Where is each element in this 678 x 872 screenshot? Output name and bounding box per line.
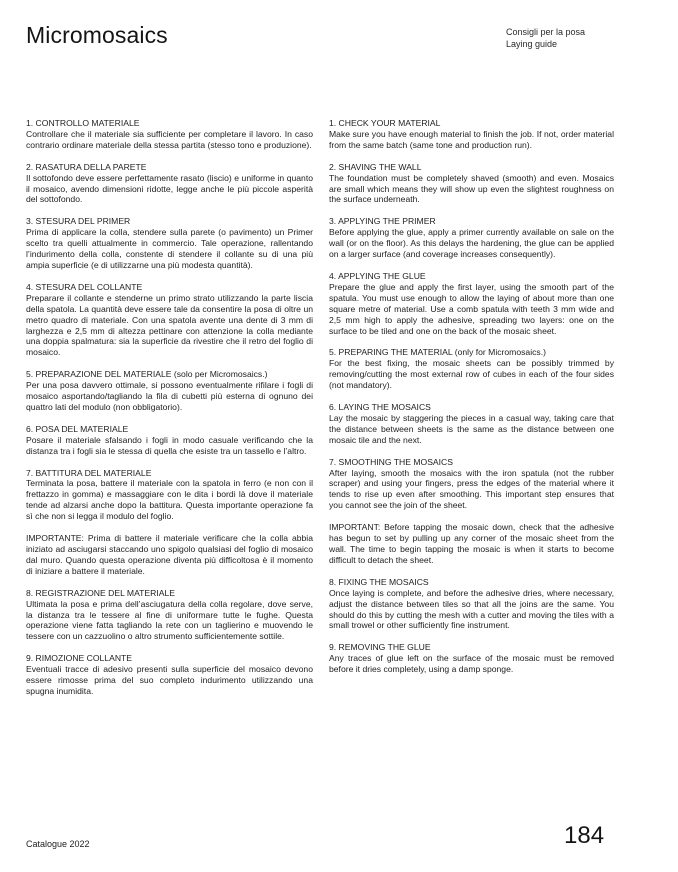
section-it-important: [26, 533, 313, 577]
section-body: The foundation must be completely shaved (smooth) and even. Mosaics are small which means they will show up even the slightest roughness on the surface underneath.: [329, 172, 614, 205]
section-heading: 1. CONTROLLO MATERIALE: [26, 118, 140, 128]
section-body: Posare il materiale sfalsando i fogli in modo casuale verificando che la distanza tra i fogli sia le stessa di quella che esiste tra un tassello e l’altro.: [26, 434, 313, 456]
section-it-3: [26, 216, 313, 271]
section-body: Lay the mosaic by staggering the pieces in a casual way, taking care that the distance between sheets is the same as the distance between one mosaic tile and the next.: [329, 412, 614, 445]
section-it-4: [26, 282, 313, 358]
section-it-8: [26, 588, 313, 643]
section-body: Eventuali tracce di adesivo presenti sulla superficie del mosaico devono essere rimosse prima del suo completo indurimento utilizzando una spugna inumidita.: [26, 664, 313, 696]
section-body: Per una posa davvero ottimale, si possono eventualmente rifilare i fogli di mosaico asportando/tagliando la fila di cubetti più esterna di ognuno dei quattro lati del modulo (non obbligatorio).: [26, 380, 313, 412]
section-heading: 7. BATTITURA DEL MATERIALE: [26, 467, 152, 478]
section-en-8: [329, 577, 614, 632]
section-en-3: [329, 216, 614, 260]
section-body: Any traces of glue left on the surface of the mosaic must be removed before it dries completely, using a damp sponge.: [329, 653, 614, 675]
section-heading: 4. STESURA DEL COLLANTE: [26, 281, 143, 292]
section-heading: 6. LAYING THE MOSAICS: [329, 402, 431, 413]
section-body: Make sure you have enough material to finish the job. If not, order material from the same batch (same tone and production run).: [329, 128, 614, 150]
important-note: IMPORTANT: Before tapping the mosaic down, check that the adhesive has begun to set by pulling up any corner of the mosaic sheet from the wall. The time to begin tapping the mosaic is when it starts to become difficult to detach the sheet.: [329, 522, 614, 565]
section-body: Ultimata la posa e prima dell’asciugatura della colla regolare, dove serve, la distanza tra le tessere al fine di uniformare tutte le fughe. Questa operazione viene fatta tagliando la rete con un taglierino e muovendo le tessere con un cazzuolino o altro strumento sufficientemente sottile.: [26, 598, 313, 642]
section-heading: 2. SHAVING THE WALL: [329, 161, 422, 172]
section-en-6: [329, 402, 614, 446]
section-heading: 4. APPLYING THE GLUE: [329, 270, 426, 281]
section-en-4: [329, 271, 614, 336]
section-body: Controllare che il materiale sia sufficiente per completare il lavoro. In caso contrario ordinare materiale della stessa partita (stesso tono e produzione).: [26, 128, 313, 150]
section-body: Once laying is complete, and before the adhesive dries, where necessary, adjust the distance between tiles so that all the joins are the same. You should do this by cutting the mesh with a cutter and moving the tiles with a small trowel or other sufficiently fine instrument.: [329, 587, 614, 631]
section-body: After laying, smooth the mosaics with the iron spatula (not the rubber scraper) and using your fingers, press the edges of the material where it tends to rise up even after smoothing. This important step ensures that you cannot see the join of the sheet.: [329, 467, 614, 511]
section-body: Prima di applicare la colla, stendere sulla parete (o pavimento) un Primer scelto tra quelli attualmente in commercio. Tale operazione, rallentando l’indurimento della colla, constente di stendere il collante su di una più ampia superficie (e di utilizzarne una più modesta quantità).: [26, 227, 313, 270]
section-it-9: [26, 653, 313, 697]
section-en-2: [329, 162, 614, 206]
section-heading: 8. REGISTRAZIONE DEL MATERIALE: [26, 587, 175, 598]
page-number: 184: [564, 822, 605, 849]
section-heading: 7. SMOOTHING THE MOSAICS: [329, 456, 453, 467]
subtitle-italian: Consigli per la posa: [506, 27, 586, 37]
section-en-5: [329, 347, 614, 391]
section-it-1: [26, 118, 313, 151]
header-subtitle: [506, 26, 585, 50]
section-en-important: [329, 522, 614, 566]
page-title: Micromosaics: [26, 22, 168, 48]
section-heading: 2. RASATURA DELLA PARETE: [26, 161, 147, 172]
section-heading: 9. RIMOZIONE COLLANTE: [26, 653, 133, 664]
section-it-2: [26, 162, 313, 206]
section-heading: 8. FIXING THE MOSAICS: [329, 576, 429, 587]
section-heading: 3. STESURA DEL PRIMER: [26, 216, 131, 227]
section-heading: 5. PREPARAZIONE DEL MATERIALE (solo per Micromosaics.): [26, 369, 268, 380]
section-en-7: [329, 457, 614, 512]
italian-column: [26, 118, 313, 708]
section-heading: 1. CHECK YOUR MATERIAL: [329, 118, 441, 128]
catalogue-label: Catalogue 2022: [26, 839, 90, 849]
section-it-7: [26, 468, 313, 523]
section-body: Before applying the glue, apply a primer currently available on sale on the wall (or on the floor). As this delays the hardening, the glue can be applied on a larger surface (and coverage increases consequently).: [329, 227, 614, 260]
section-heading: 5. PREPARING THE MATERIAL (only for Micromosaics.): [329, 347, 546, 358]
section-en-1: [329, 118, 614, 151]
section-body: Il sottofondo deve essere perfettamente rasato (liscio) e uniforme in quanto il mosaico, avendo dimensioni ridotte, legge anche le più piccole asperità del sottofondo.: [26, 172, 313, 205]
important-note: IMPORTANTE: Prima di battere il materiale verificare che la colla abbia iniziato ad asciugarsi staccando uno spigolo qualsiasi del foglio di mosaico dal muro. Quando questa operazione diventa più difficoltosa è il momento di iniziare a battere il materiale.: [26, 533, 313, 576]
section-heading: 9. REMOVING THE GLUE: [329, 642, 431, 653]
subtitle-english: Laying guide: [506, 39, 558, 49]
section-heading: 3. APPLYING THE PRIMER: [329, 216, 436, 227]
section-it-6: [26, 424, 313, 457]
section-body: For the best fixing, the mosaic sheets can be possibly trimmed by removing/cutting the most external row of cubes in each of the four sides (not mandatory).: [329, 358, 614, 391]
section-body: Terminata la posa, battere il materiale con la spatola in ferro (e non con il frettazzo in gomma) e massaggiare con le dita i bordi là dove il materiale tende ad alzarsi anche dopo la battitura. Questa importante operazione fa sì che non si legga il modulo del foglio.: [26, 478, 313, 522]
section-en-9: [329, 642, 614, 675]
section-heading: 6. POSA DEL MATERIALE: [26, 423, 129, 434]
section-body: Prepare the glue and apply the first layer, using the smooth part of the spatula. You must use enough to allow the laying of about more than one square metre of material. Use a comb spatula with teeth 3 mm wide and 2,5 mm high to apply the adhesive, spreading two layers: one on the surface to be tiled and one on the back of the mosaic sheet.: [329, 281, 614, 336]
english-column: [329, 118, 614, 686]
section-body: Preparare il collante e stenderne un primo strato utilizzando la parte liscia della spatola. La quantità deve essere tale da consentire la posa di oltre un metro quadro di materiale. Con una spatola avente una dente di 3 mm di larghezza e 2,5 mm di altezza pettinare con attenzione la colla mediante una doppia spalmatura: sia la superficie da rivestire che il retro del foglio di mosaico.: [26, 292, 313, 358]
section-it-5: [26, 369, 313, 413]
